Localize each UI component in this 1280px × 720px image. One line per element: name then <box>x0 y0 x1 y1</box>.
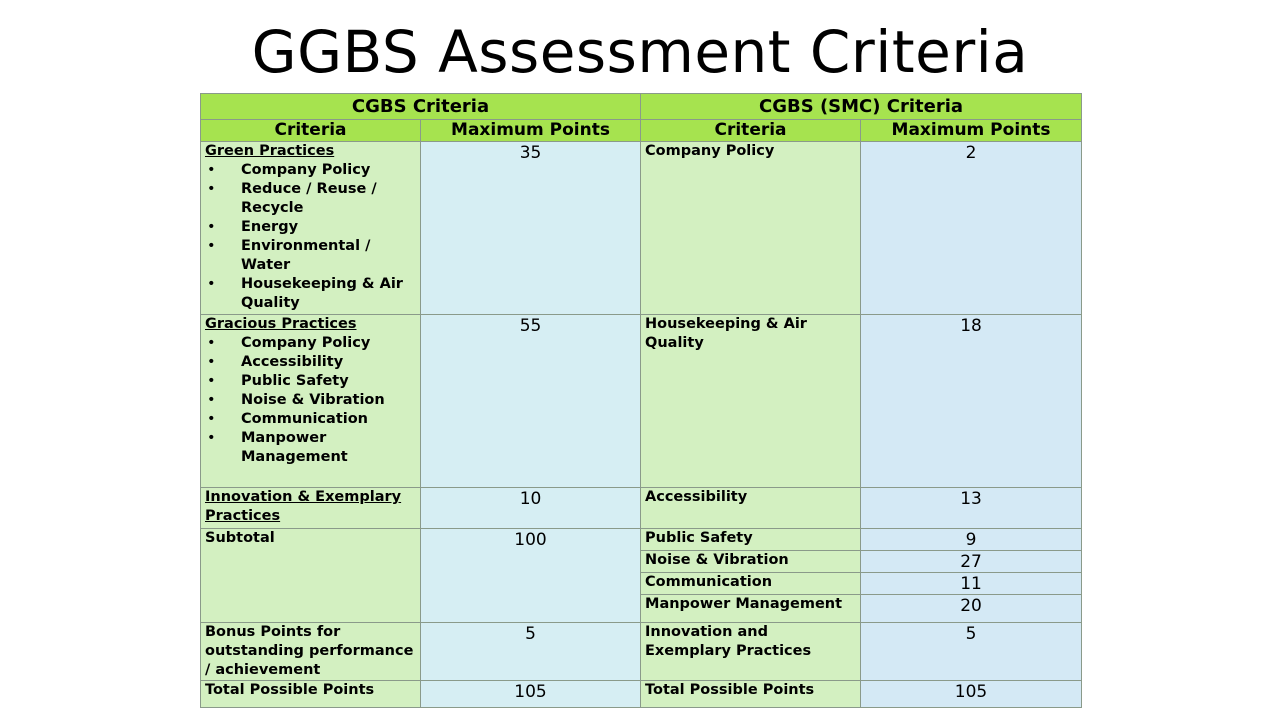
table-row <box>201 142 1082 315</box>
assessment-criteria-table <box>200 93 1082 708</box>
smc-housekeeping-label: Housekeeping & Air Quality <box>641 315 861 488</box>
green-practices-list <box>205 161 416 313</box>
page-title: GGBS Assessment Criteria <box>251 18 1029 86</box>
cgbs-criteria-header: CGBS Criteria <box>201 94 641 120</box>
list-item: • Company Policy <box>205 161 416 180</box>
right-total-label: Total Possible Points <box>641 681 861 708</box>
smc-manpower-label: Manpower Management <box>641 595 861 623</box>
table-row <box>201 488 1082 529</box>
table-row <box>201 681 1082 708</box>
smc-innovation-points: 5 <box>861 623 1082 681</box>
smc-noise-vibration-label: Noise & Vibration <box>641 551 861 573</box>
smc-innovation-label: Innovation and Exemplary Practices <box>641 623 861 681</box>
subtotal-points: 100 <box>421 529 641 623</box>
green-practices-points: 35 <box>421 142 641 315</box>
list-item: • Company Policy <box>205 334 416 353</box>
table-row <box>201 623 1082 681</box>
bonus-points: 5 <box>421 623 641 681</box>
list-item: • Housekeeping & Air Quality <box>205 275 416 313</box>
right-criteria-column-header: Criteria <box>641 120 861 142</box>
list-item: • Accessibility <box>205 353 416 372</box>
right-points-column-header: Maximum Points <box>861 120 1082 142</box>
smc-communication-label: Communication <box>641 573 861 595</box>
smc-public-safety-points: 9 <box>861 529 1082 551</box>
gracious-practices-points: 55 <box>421 315 641 488</box>
list-item: • Environmental / Water <box>205 237 416 275</box>
smc-company-policy-points: 2 <box>861 142 1082 315</box>
right-total-points: 105 <box>861 681 1082 708</box>
smc-public-safety-label: Public Safety <box>641 529 861 551</box>
list-item: • Noise & Vibration <box>205 391 416 410</box>
smc-housekeeping-points: 18 <box>861 315 1082 488</box>
left-criteria-column-header: Criteria <box>201 120 421 142</box>
gracious-practices-heading: Gracious Practices <box>205 316 357 332</box>
list-item: • Energy <box>205 218 416 237</box>
column-header-row <box>201 120 1082 142</box>
smc-manpower-points: 20 <box>861 595 1082 623</box>
left-total-points: 105 <box>421 681 641 708</box>
green-practices-heading: Green Practices <box>205 143 335 159</box>
smc-communication-points: 11 <box>861 573 1082 595</box>
list-item: • Public Safety <box>205 372 416 391</box>
cgbs-smc-criteria-header: CGBS (SMC) Criteria <box>641 94 1082 120</box>
bonus-label: Bonus Points for outstanding performance / achievement <box>201 623 421 681</box>
subtotal-label: Subtotal <box>201 529 421 623</box>
left-total-label: Total Possible Points <box>201 681 421 708</box>
left-points-column-header: Maximum Points <box>421 120 641 142</box>
innovation-points: 10 <box>421 488 641 529</box>
list-item: • Reduce / Reuse / Recycle <box>205 180 416 218</box>
smc-noise-vibration-points: 27 <box>861 551 1082 573</box>
gracious-practices-cell <box>201 315 421 488</box>
green-practices-cell <box>201 142 421 315</box>
gracious-practices-list <box>205 334 416 467</box>
smc-accessibility-points: 13 <box>861 488 1082 529</box>
innovation-cell <box>201 488 421 529</box>
list-item: • Communication <box>205 410 416 429</box>
table-row <box>201 315 1082 488</box>
smc-company-policy-label: Company Policy <box>641 142 861 315</box>
table-row <box>201 529 1082 551</box>
innovation-heading: Innovation & Exemplary Practices <box>205 489 402 524</box>
smc-accessibility-label: Accessibility <box>641 488 861 529</box>
list-item: • Manpower Management <box>205 429 416 467</box>
group-header-row <box>201 94 1082 120</box>
